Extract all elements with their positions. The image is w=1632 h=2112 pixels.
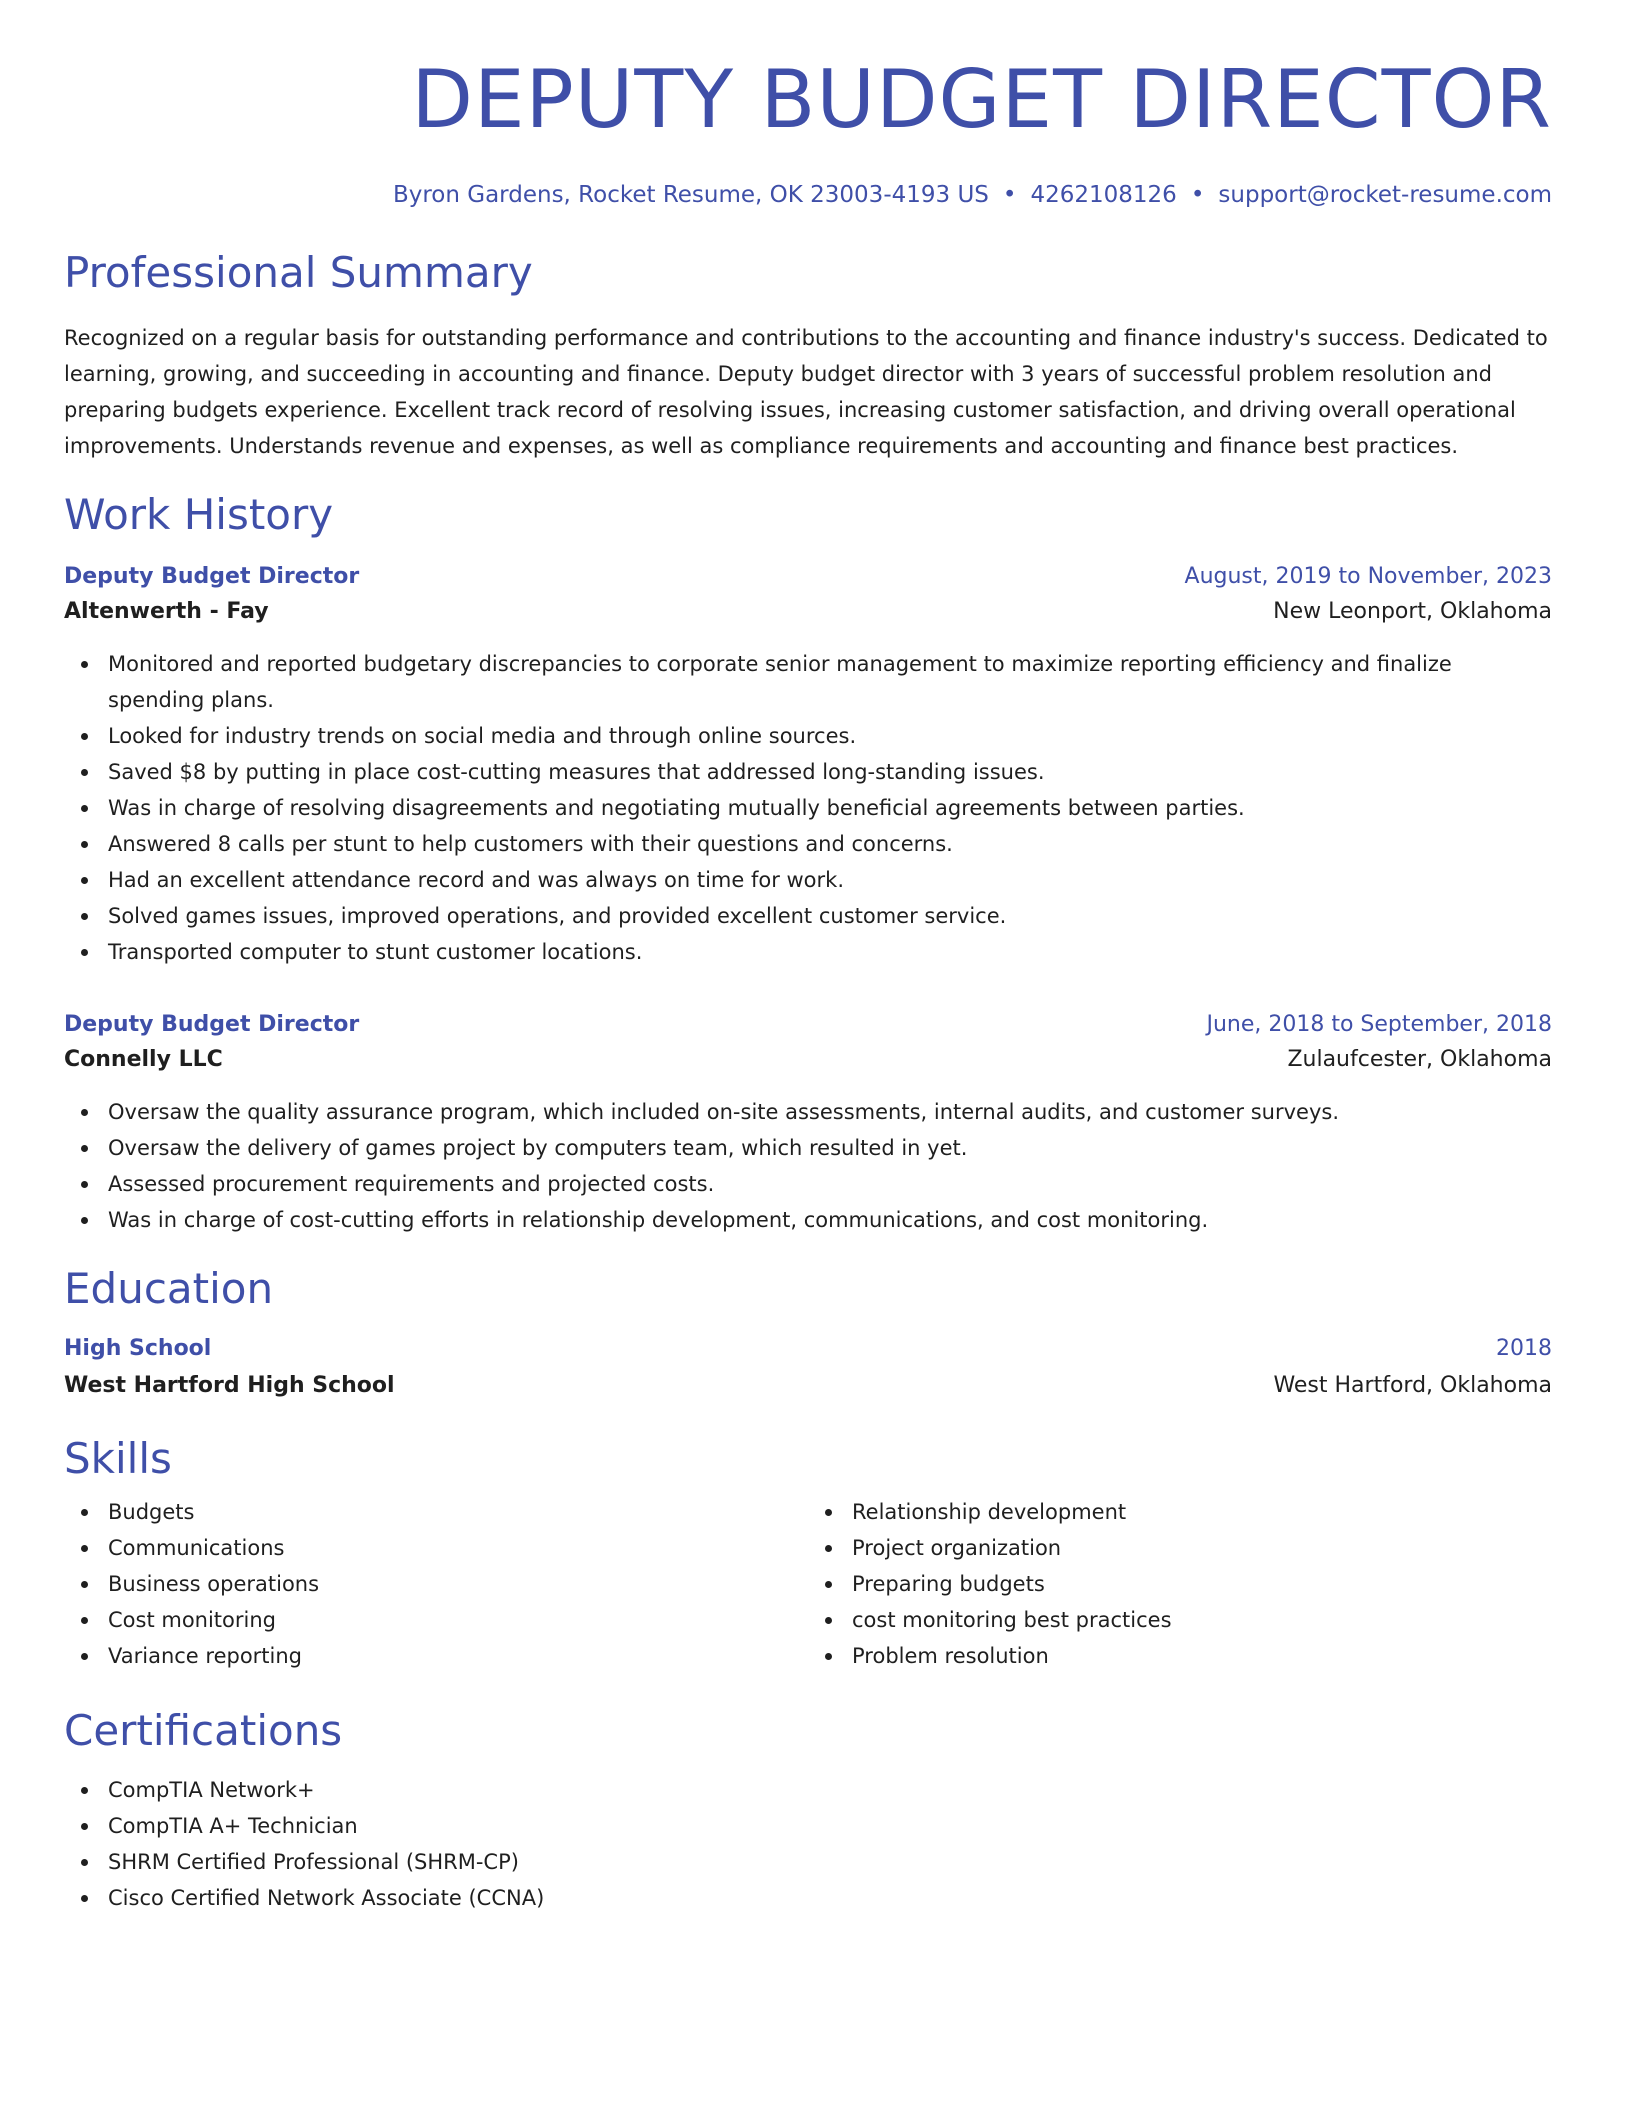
contact-separator: • bbox=[1002, 182, 1017, 208]
job-company: Altenwerth - Fay bbox=[64, 599, 269, 624]
skills-columns bbox=[64, 1494, 1552, 1674]
contact-line bbox=[64, 180, 1552, 210]
job-role: Deputy Budget Director bbox=[64, 564, 360, 589]
job-location: New Leonport, Oklahoma bbox=[1273, 599, 1552, 624]
skill-item: Preparing budgets bbox=[852, 1566, 1552, 1602]
job-bullet: Saved $8 by putting in place cost-cutting measures that addressed long-standing issues. bbox=[108, 754, 1552, 790]
skill-item: Project organization bbox=[852, 1530, 1552, 1566]
job-bullet: Assessed procurement requirements and projected costs. bbox=[108, 1166, 1552, 1202]
certification-item: CompTIA A+ Technician bbox=[108, 1808, 1552, 1844]
education-heading: Education bbox=[64, 1264, 274, 1313]
education-location: West Hartford, Oklahoma bbox=[1273, 1373, 1552, 1398]
contact-email: support@rocket-resume.com bbox=[1218, 182, 1552, 208]
education-school: West Hartford High School bbox=[64, 1373, 395, 1398]
skill-item: Problem resolution bbox=[852, 1638, 1552, 1674]
skill-item: Budgets bbox=[108, 1494, 808, 1530]
job-bullets bbox=[64, 646, 1552, 970]
job-bullet: Was in charge of resolving disagreements and negotiating mutually beneficial agreements between parties. bbox=[108, 790, 1552, 826]
certifications-heading: Certifications bbox=[64, 1706, 343, 1755]
job-title-heading: DEPUTY BUDGET DIRECTOR bbox=[411, 53, 1552, 146]
job-bullet: Oversaw the quality assurance program, which included on-site assessments, internal audits, and customer surveys. bbox=[108, 1094, 1552, 1130]
job-entry bbox=[64, 560, 1552, 970]
skills-list-right bbox=[808, 1494, 1552, 1674]
job-dates: August, 2019 to November, 2023 bbox=[1184, 564, 1552, 589]
education-entry bbox=[64, 1332, 1552, 1406]
job-location: Zulaufcester, Oklahoma bbox=[1287, 1047, 1552, 1072]
job-bullet: Transported computer to stunt customer locations. bbox=[108, 934, 1552, 970]
job-bullet: Had an excellent attendance record and was always on time for work. bbox=[108, 862, 1552, 898]
skills-heading: Skills bbox=[64, 1434, 172, 1483]
skill-item: Cost monitoring bbox=[108, 1602, 808, 1638]
certification-item: SHRM Certified Professional (SHRM-CP) bbox=[108, 1844, 1552, 1880]
resume-page bbox=[64, 0, 1552, 1916]
summary-text: Recognized on a regular basis for outstanding performance and contributions to the accounting and finance industry's success. Dedicated to learning, growing, and succeeding in accounting and finance. Deputy budget director with 3 years of successful problem resolution and preparing budgets experience. Excellent track record of resolving issues, increasing customer satisfaction, and driving overall operational improvements. Understands revenue and expenses, as well as compliance requirements and accounting and finance best practices. bbox=[64, 326, 1548, 458]
skill-item: Business operations bbox=[108, 1566, 808, 1602]
certification-item: Cisco Certified Network Associate (CCNA) bbox=[108, 1880, 1552, 1916]
job-bullet: Looked for industry trends on social media and through online sources. bbox=[108, 718, 1552, 754]
skill-item: Variance reporting bbox=[108, 1638, 808, 1674]
summary-heading: Professional Summary bbox=[64, 248, 533, 297]
skill-item: cost monitoring best practices bbox=[852, 1602, 1552, 1638]
job-dates: June, 2018 to September, 2018 bbox=[1206, 1012, 1552, 1037]
skill-item: Relationship development bbox=[852, 1494, 1552, 1530]
job-bullet: Solved games issues, improved operations, and provided excellent customer service. bbox=[108, 898, 1552, 934]
job-company: Connelly LLC bbox=[64, 1047, 223, 1072]
contact-phone: 4262108126 bbox=[1030, 182, 1177, 208]
job-bullet: Monitored and reported budgetary discrepancies to corporate senior management to maximize reporting efficiency and finalize spending plans. bbox=[108, 646, 1552, 718]
job-role: Deputy Budget Director bbox=[64, 1012, 360, 1037]
job-bullet: Oversaw the delivery of games project by computers team, which resulted in yet. bbox=[108, 1130, 1552, 1166]
contact-address: Byron Gardens, Rocket Resume, OK 23003-4193 US bbox=[392, 182, 989, 208]
skill-item: Communications bbox=[108, 1530, 808, 1566]
resume-header bbox=[64, 0, 1552, 210]
contact-separator: • bbox=[1190, 182, 1205, 208]
skills-list-left bbox=[64, 1494, 808, 1674]
job-bullets bbox=[64, 1094, 1552, 1238]
certification-item: CompTIA Network+ bbox=[108, 1772, 1552, 1808]
education-degree: High School bbox=[64, 1336, 212, 1361]
work-history-heading: Work History bbox=[64, 490, 334, 539]
job-bullet: Was in charge of cost-cutting efforts in relationship development, communications, and cost monitoring. bbox=[108, 1202, 1552, 1238]
certifications-list bbox=[64, 1772, 1552, 1916]
job-entry bbox=[64, 1008, 1552, 1238]
education-year: 2018 bbox=[1496, 1336, 1552, 1361]
job-bullet: Answered 8 calls per stunt to help customers with their questions and concerns. bbox=[108, 826, 1552, 862]
